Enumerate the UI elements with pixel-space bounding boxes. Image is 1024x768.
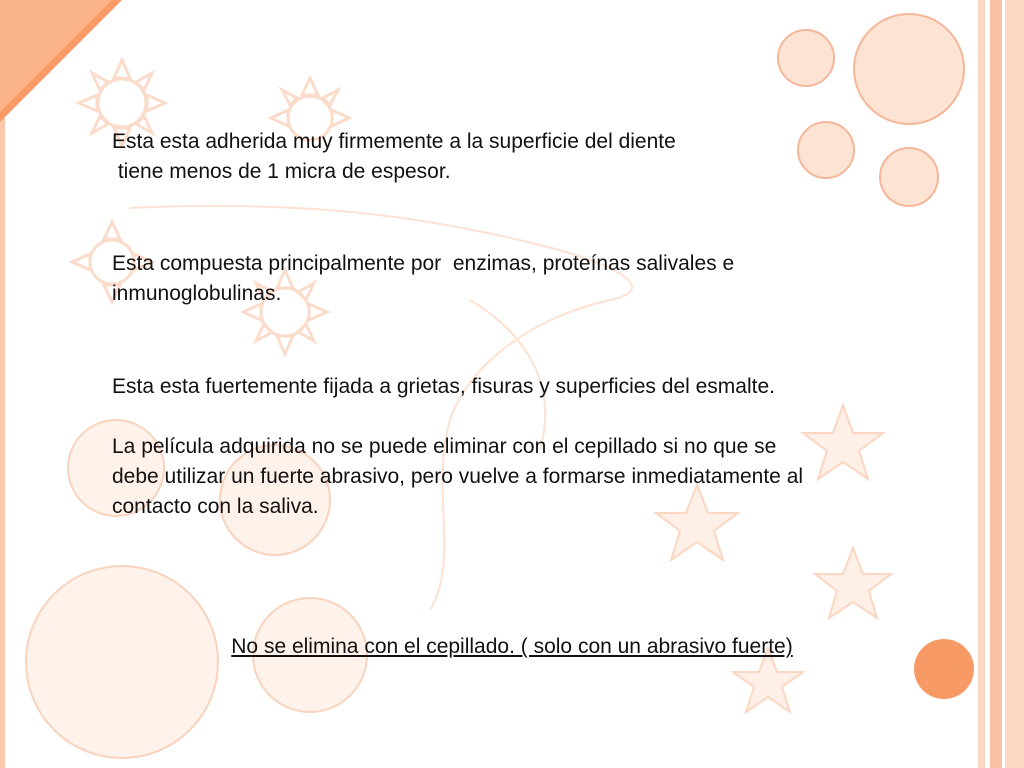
circle-top-right-3 bbox=[798, 122, 854, 178]
paragraph-1-line-1: Esta esta adherida muy firmemente a la superficie del diente bbox=[112, 130, 676, 153]
footer-underlined-note: No se elimina con el cepillado. ( solo con un abrasivo fuerte) bbox=[231, 635, 793, 658]
circle-top-right-4 bbox=[880, 148, 938, 206]
star-ornament-3 bbox=[815, 548, 891, 618]
star-ornament-1 bbox=[803, 405, 883, 479]
paragraph-2-line-2: inmunoglobulinas. bbox=[112, 282, 282, 305]
circle-left-large bbox=[26, 566, 218, 758]
paragraph-4-line-2: debe utilizar un fuerte abrasivo, pero vuelve a formarse inmediatamente al bbox=[112, 465, 804, 488]
paragraph-3-line-1: Esta esta fuertemente fijada a grietas, fisuras y superficies del esmalte. bbox=[112, 375, 775, 398]
star-ornament-2 bbox=[656, 485, 738, 560]
paragraph-2-line-1: Esta compuesta principalmente por enzimas, proteínas salivales e bbox=[112, 252, 735, 275]
circle-top-right-1 bbox=[778, 30, 834, 86]
paragraph-4-line-3: contacto con la saliva. bbox=[112, 495, 319, 518]
paragraph-4-line-1: La película adquirida no se puede eliminar con el cepillado si no que se bbox=[112, 435, 777, 458]
paragraph-1-line-2: tiene menos de 1 micra de espesor. bbox=[112, 160, 451, 183]
circle-top-right-2 bbox=[854, 14, 964, 124]
